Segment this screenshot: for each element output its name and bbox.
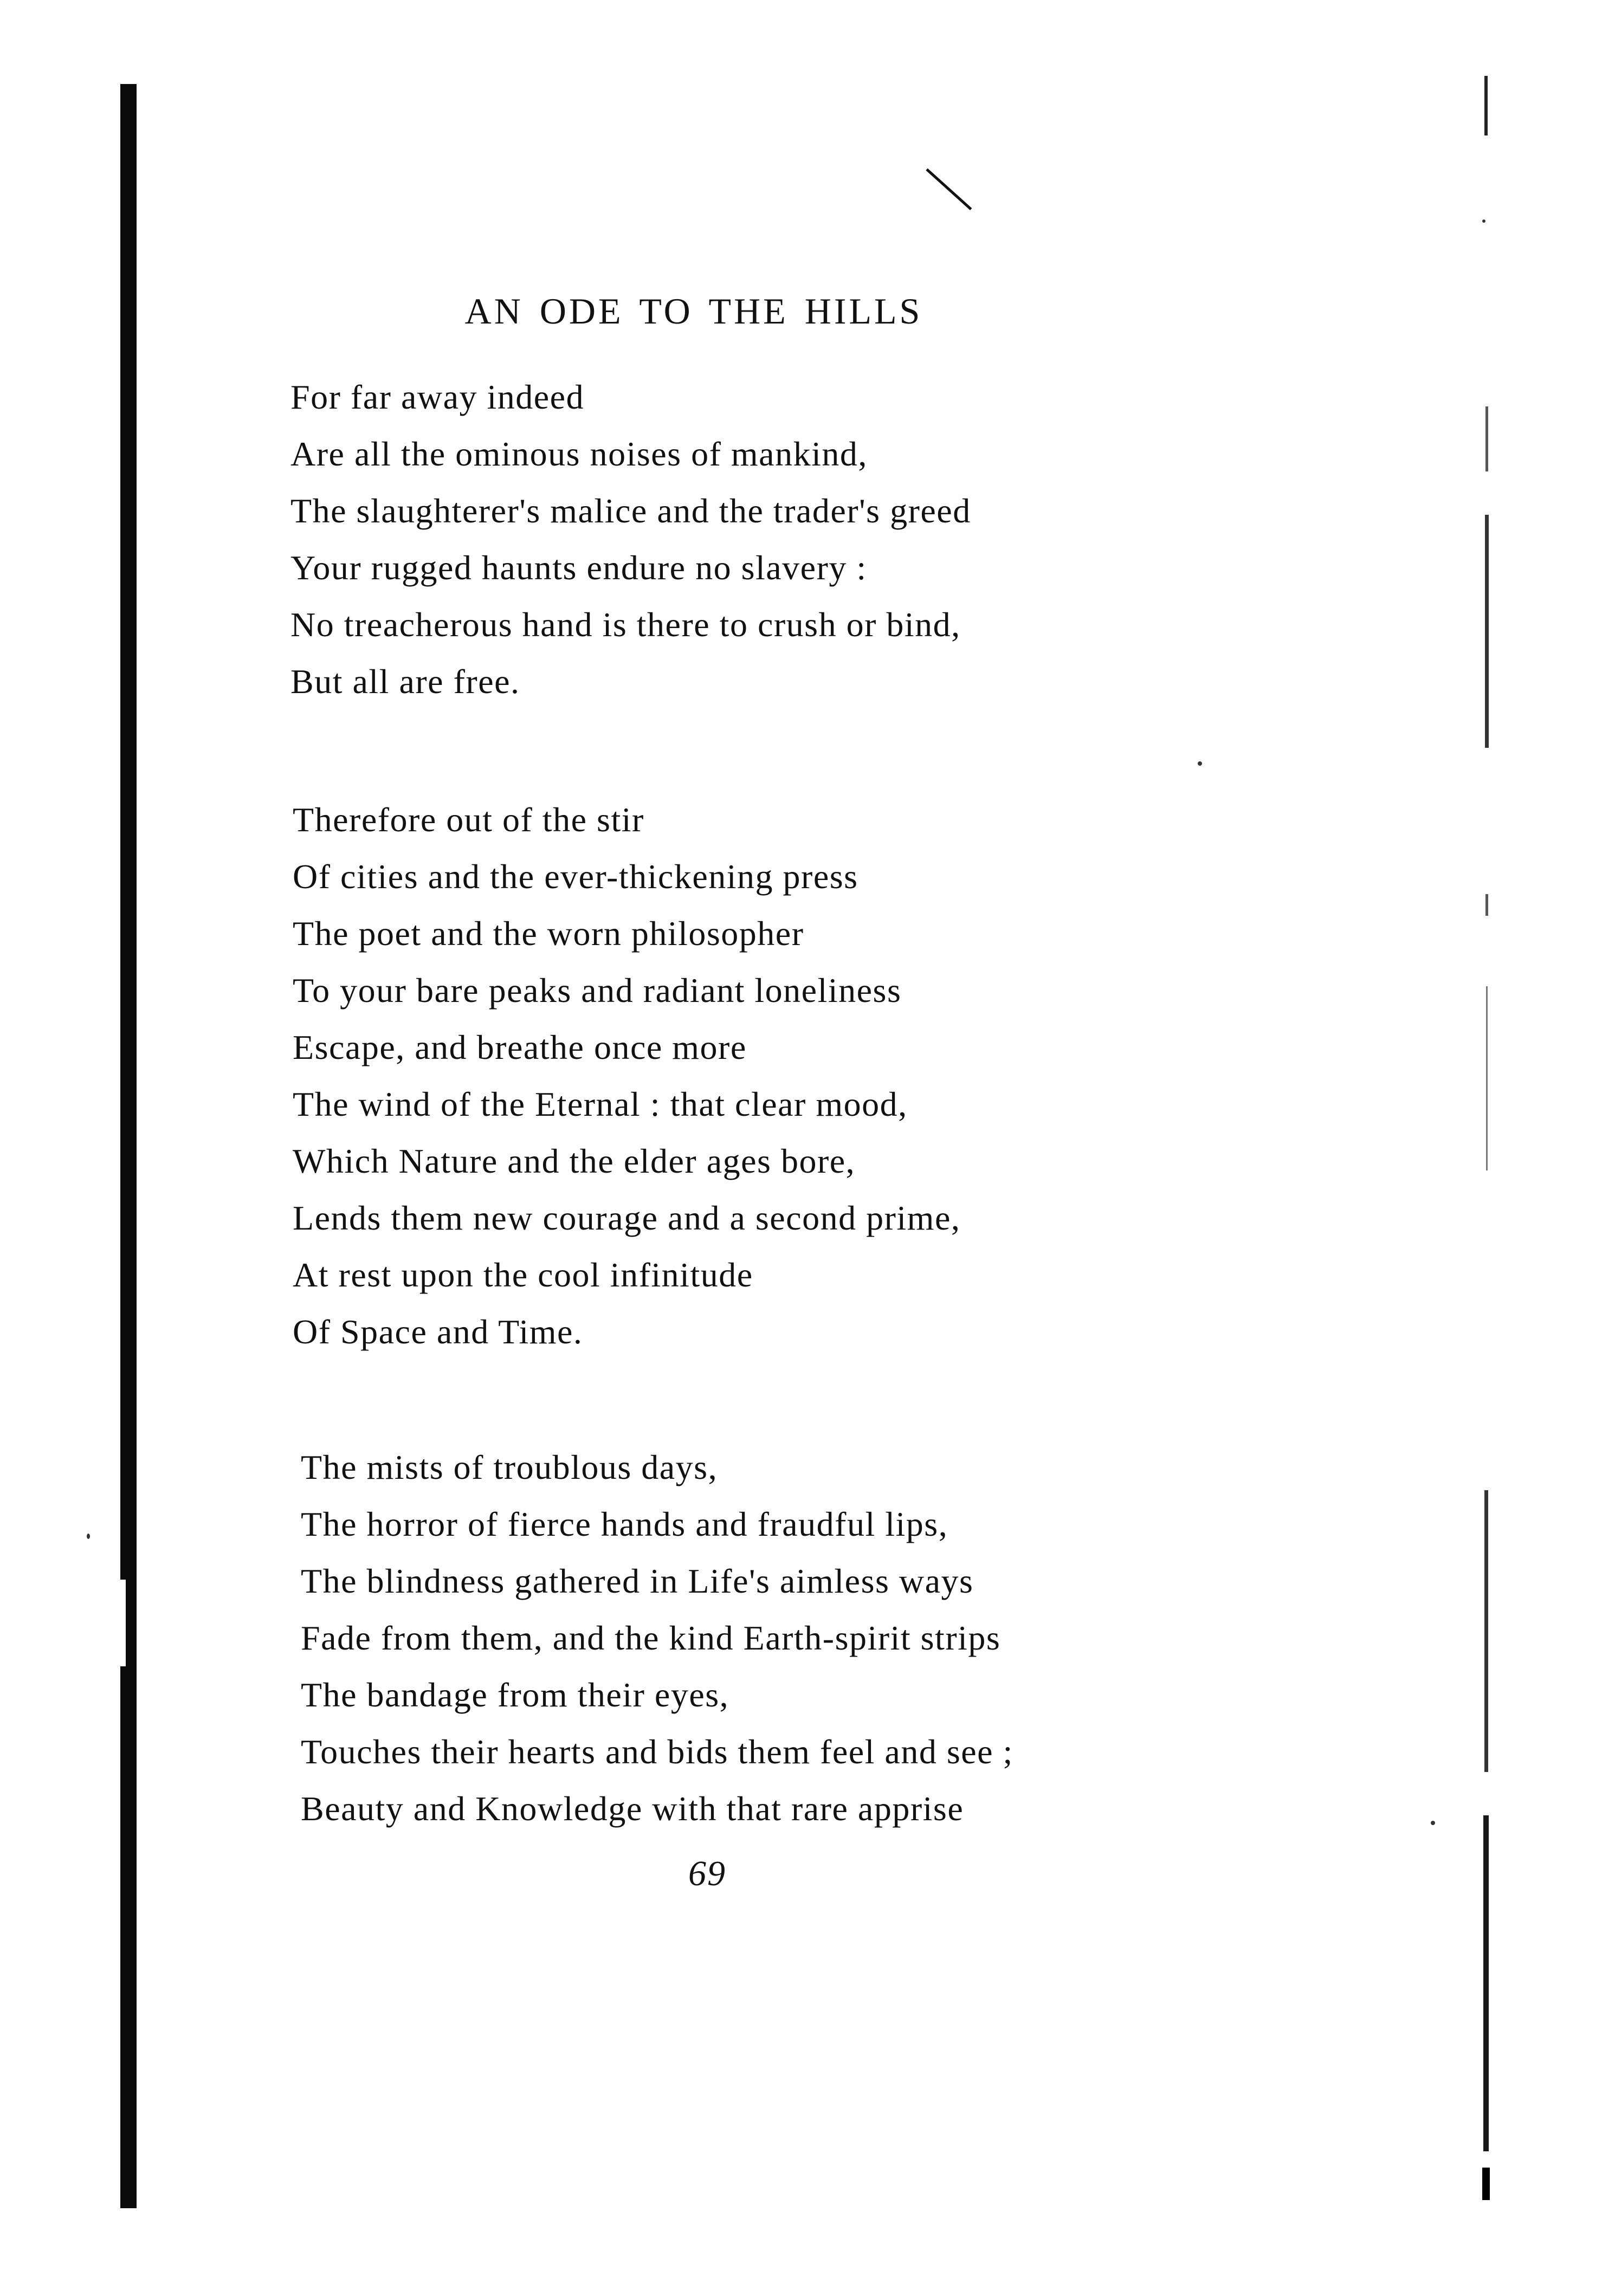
poem-line: For far away indeed: [290, 378, 585, 416]
poem-line: No treacherous hand is there to crush or bind,: [290, 605, 961, 644]
poem-line: The wind of the Eternal : that clear mood,: [293, 1085, 908, 1123]
page-edge-bleed: [1482, 70, 1494, 2200]
poem-line: To your bare peaks and radiant loneliness: [293, 971, 902, 1010]
poem-line: The bandage from their eyes,: [301, 1676, 729, 1714]
poem-line: Are all the ominous noises of mankind,: [290, 435, 868, 473]
poem-line: The poet and the worn philosopher: [293, 914, 804, 953]
stanza-3: [301, 1439, 1013, 1837]
poem-line: The blindness gathered in Life's aimless ways: [301, 1562, 974, 1600]
scan-speck: [87, 1534, 90, 1539]
scan-speck: [1198, 761, 1202, 766]
poem-line: Fade from them, and the kind Earth-spirit strips: [301, 1619, 1001, 1657]
poem-line: Touches their hearts and bids them feel and see ;: [301, 1732, 1013, 1771]
poem-title: AN ODE TO THE HILLS: [464, 290, 923, 332]
scan-mark: [926, 169, 972, 210]
scan-speck: [1431, 1821, 1435, 1825]
poem-line: Escape, and breathe once more: [293, 1028, 747, 1066]
poem-line: Of cities and the ever-thickening press: [293, 857, 858, 896]
poem-line: The slaughterer's malice and the trader's greed: [290, 491, 971, 530]
scan-speck: [1482, 219, 1485, 223]
poem-line: The horror of fierce hands and fraudful lips,: [301, 1505, 948, 1543]
poem-line: Therefore out of the stir: [293, 800, 644, 839]
page-number: 69: [688, 1854, 726, 1893]
poem-line: Which Nature and the elder ages bore,: [293, 1142, 856, 1180]
poem-line: Your rugged haunts endure no slavery :: [290, 548, 867, 587]
poem-line: Lends them new courage and a second prime,: [293, 1199, 961, 1237]
poem-line: Of Space and Time.: [293, 1312, 583, 1351]
stanza-2: [293, 791, 960, 1360]
binding-shadow: [120, 84, 137, 2208]
poem-line: The mists of troublous days,: [301, 1448, 718, 1486]
poem-line: Beauty and Knowledge with that rare apprise: [301, 1789, 964, 1828]
poem-line: But all are free.: [290, 662, 520, 701]
stanza-1: [290, 368, 971, 710]
poem-line: At rest upon the cool infinitude: [293, 1256, 753, 1294]
